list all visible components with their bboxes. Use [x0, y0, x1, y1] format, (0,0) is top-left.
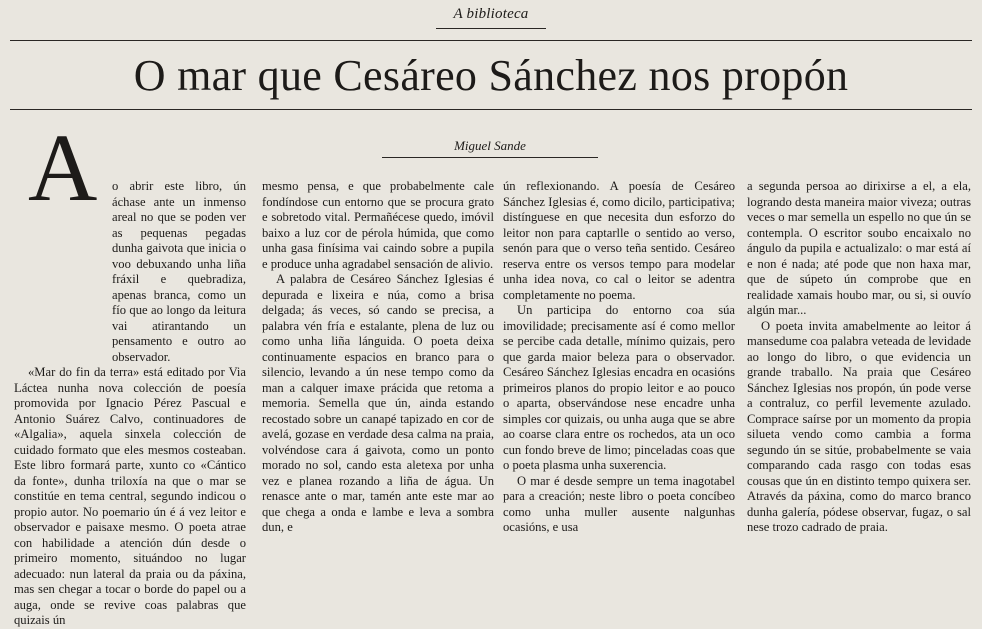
paragraph [14, 179, 246, 365]
section-title: A biblioteca [453, 6, 529, 22]
headline: O mar que Cesáreo Sánchez nos propón [133, 51, 849, 100]
paragraph: Un participa do entorno coa súa imovilidade; precisamente así é como mellor se percibe cada detalle, mínimo quizais, pero que garda maior beleza para o observador. Cesáreo Sánchez Iglesias encadra en ocasións primeiros planos do propio leitor e ao pouco o aparta, observándose nese encadre unha simples cor quizais, ou unha auga que se abre ao coarse clara entre os rochedos, ata un oco cun fondo breve de limo; pinceladas coas que o poeta plasma unha suxerencia. [503, 303, 735, 472]
byline-underline [382, 157, 598, 158]
section-underline [436, 28, 546, 29]
paragraph: ún reflexionando. A poesía de Cesáreo Sánchez Iglesias é, como dicilo, participativa; distínguese en que necesita dun esforzo do leitor non para captarlle o sentido ao verso, senón para que o verso teña sentido. Cesáreo reserva entre os versos tempo para modelar unha idea nova, co cal o leitor se adentra completamente no poema. [503, 179, 735, 302]
paragraph: O poeta invita amabelmente ao leitor á mansedume coa palabra veteada de levidade ao longo do libro, o que evidencia un grande traballo. Na praia que Cesáreo Sánchez Iglesias nos propón, ún pode verse a contraluz, co perfil levemente azulado. Comprace saírse por un momento da propia silueta vendo como cambia a forma segundo ún se sitúe, probabelmente se vaia comparando cada rasgo con todas esas cousas que ún en distinto tempo quixera ser. Através da páxina, como do marco branco dunha galería, pódese observar, fugaz, o sal nese trozo cadrado de praia. [747, 318, 971, 534]
article-column-2 [262, 179, 494, 536]
paragraph: a segunda persoa ao dirixirse a el, a ela, logrando desta maneira maior viveza; outras veces o mar semella un espello no que ún se contempla. O escritor soubo encaixalo no ángulo da pupila e actualizalo: o mar está aí e non é nada; até pode que non haxa mar, que de súpeto ún comprobe que en realidade xamais houbo mar, ou si, si ouvío algún mar... [747, 179, 971, 317]
paragraph: A palabra de Cesáreo Sánchez Iglesias é depurada e lixeira e núa, como a brisa delgada; ás veces, só cando se precisa, a palabra vén fría e estalante, plena de luz ou como unha liña lánguida. O poeta deixa continuamente espacios en branco para o silencio, levando a ún nese tempo como da man a calquer imaxe prácida que retoma a memoria. Semella que ún, ainda estando recostado sobre un canapé tapizado en cor de avelá, gozase en verdade desa calma na praia, volvéndose cara á gaivota, como un ponto morado no sol, cando esta aletexa por unha vez e planea rozando a liña de água. Un renasce ante o mar, tamén ante este mar ao que chega a onda e lambe e leva a sombra dun, e [262, 272, 494, 534]
paragraph: O mar é desde sempre un tema inagotabel para a creación; neste libro o poeta concíbeo como unha muller ausente nalgunhas ocasións, e usa [503, 473, 735, 534]
drop-cap: A [28, 114, 98, 221]
paragraph: «Mar do fin da terra» está editado por Via Láctea nunha nova colección de poesía promovida por Ignacio Pérez Pascual e Antonio Suárez Calvo, continuadores de «Algalia», aquela sinxela colección de cuidado formato que eles mesmos costeaban. Este libro formará parte, xunto co «Cántico da fonte», dunha triloxía na que o mar se constitúe en tema central, segundo indicou o propio autor. No poemario ún é á vez leitor e observador e paisaxe mesmo. O poeta atrae con habilidade a atención dún desde o primeiro momento, situándoo no lugar adecuado: nun lateral da praia ou da páxina, mas sen chegar a tocar o borde do papel ou a auga, onde se revive coas palabras que quizais ún [14, 365, 246, 627]
article-column-3 [503, 179, 735, 536]
paragraph-text: o abrir este libro, ún áchase ante un inmenso areal no que se poden ver as pequenas pegadas dunha gaivota que inicia o voo debuxando unha liña fráxil e quebradiza, apenas branca, como un fío que ao longo da leitura vai atirantando un pensamento e outro ao observador. [112, 179, 246, 364]
top-rule [10, 40, 972, 41]
headline-rule [10, 109, 972, 110]
paragraph: mesmo pensa, e que probabelmente cale fondíndose cun entorno que se procura grato e sobretodo vital. Permañécese quedo, imóvil baixo a luz cor de pérola húmida, que como unha gasa finísima vai caindo sobre a pupila e produce unha agradabel sensación de alivio. [262, 179, 494, 271]
byline: Miguel Sande [454, 138, 526, 153]
article-column-1 [14, 179, 246, 629]
article-column-4 [747, 179, 971, 536]
